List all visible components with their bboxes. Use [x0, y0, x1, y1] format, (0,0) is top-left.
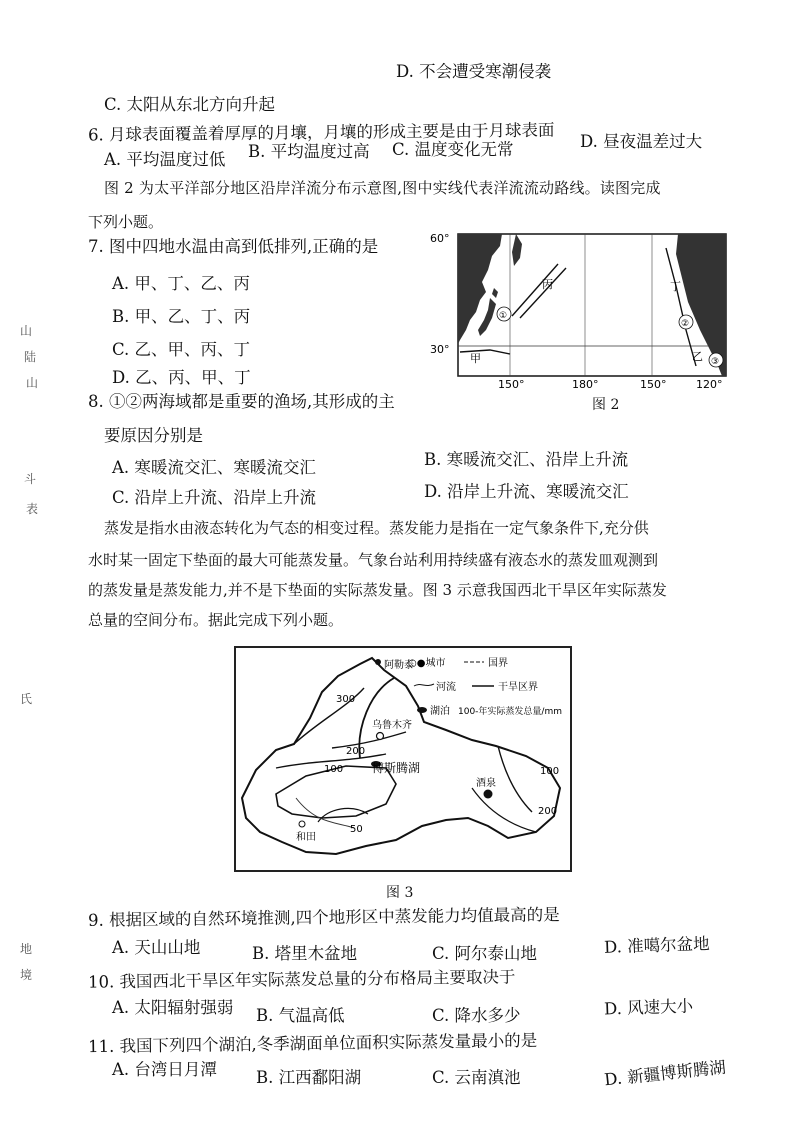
- margin-mark: 陆: [24, 350, 37, 364]
- q8-option-b: B. 寒暖流交汇、沿岸上升流: [424, 450, 629, 469]
- fig3-caption: 图 3: [386, 885, 414, 901]
- fig2-label-yi: 乙: [692, 350, 703, 363]
- fig2-intro-line1: 图 2 为太平洋部分地区沿岸洋流分布示意图,图中实线代表洋流流动路线。读图完成: [104, 179, 661, 197]
- q8-stem-line1: 8. ①②两海域都是重要的渔场,其形成的主: [88, 392, 395, 411]
- fig2-lon-150w: 150°: [640, 378, 667, 391]
- q7-stem: 7. 图中四地水温由高到低排列,正确的是: [88, 237, 379, 256]
- fig2-lat-30: 30°: [430, 343, 450, 356]
- figure-2: [430, 226, 740, 392]
- q6-option-b: B. 平均温度过高: [248, 142, 370, 161]
- margin-mark: 山: [20, 324, 33, 338]
- q7-option-d: D. 乙、丙、甲、丁: [112, 368, 251, 387]
- fig2-map: [430, 226, 740, 392]
- fig3-map: [236, 648, 570, 870]
- q6-stem: 6. 月球表面覆盖着厚厚的月壤，月壤的形成主要是由于月球表面: [87, 120, 555, 145]
- fig3-legend-isoline: 100-年实际蒸发总量/mm: [458, 707, 562, 717]
- q10-stem: 10. 我国西北干旱区年实际蒸发总量的分布格局主要取决于: [87, 967, 516, 992]
- fig3-city-altay: 阿勒泰: [384, 660, 414, 671]
- fig3-legend-border: 国界: [488, 658, 508, 669]
- fig2-caption: 图 2: [592, 397, 620, 413]
- q9-option-d: D. 准噶尔盆地: [603, 934, 710, 957]
- margin-mark: 山: [26, 376, 39, 390]
- q6-option-c: C. 温度变化无常: [392, 140, 514, 159]
- fig3-iso-200-a: 200: [346, 746, 366, 757]
- fig3-city-hotan: 和田: [296, 832, 316, 843]
- fig3-legend-city: ○●城市: [408, 658, 446, 669]
- figure-3: [234, 646, 572, 872]
- q10-option-c: C. 降水多少: [432, 1006, 521, 1025]
- q8-option-d: D. 沿岸上升流、寒暖流交汇: [424, 482, 629, 501]
- fig3-intro-line2: 水时某一固定下垫面的最大可能蒸发量。气象台站利用持续盛有液态水的蒸发皿观测到: [88, 551, 659, 569]
- q11-option-a: A. 台湾日月潭: [112, 1060, 217, 1079]
- q11-option-b: B. 江西鄱阳湖: [256, 1068, 362, 1087]
- fig2-intro-line2: 下列小题。: [88, 213, 164, 231]
- margin-mark: 氏: [20, 692, 33, 706]
- q8-option-c: C. 沿岸上升流、沿岸上升流: [112, 488, 317, 507]
- q7-option-b: B. 甲、乙、丁、丙: [112, 307, 251, 326]
- fig2-lon-180: 180°: [572, 378, 599, 391]
- q5-option-d: D. 不会遭受寒潮侵袭: [396, 62, 552, 81]
- fig3-iso-200-b: 200: [538, 806, 558, 817]
- q6-option-d: D. 昼夜温差过大: [580, 132, 703, 151]
- q10-option-b: B. 气温高低: [256, 1006, 345, 1025]
- q7-option-c: C. 乙、甲、丙、丁: [112, 340, 251, 359]
- fig3-city-urumqi: 乌鲁木齐: [372, 720, 412, 731]
- q9-option-b: B. 塔里木盆地: [252, 944, 358, 963]
- fig3-intro-line3: 的蒸发量是蒸发能力,并不是下垫面的实际蒸发量。图 3 示意我国西北干旱区年实际蒸发: [88, 581, 667, 599]
- fig3-city-jiuquan: 酒泉: [476, 778, 496, 789]
- fig2-label-1: ①: [499, 311, 508, 321]
- fig3-intro-line1: 蒸发是指水由液态转化为气态的相变过程。蒸发能力是指在一定气象条件下,充分供: [104, 519, 649, 537]
- fig3-legend-arid: 干旱区界: [498, 682, 538, 693]
- margin-mark: 境: [20, 968, 33, 982]
- q11-option-d: D. 新疆博斯腾湖: [603, 1057, 727, 1090]
- fig3-legend-river: 河流: [436, 682, 456, 693]
- fig3-lake-bosten: 博斯腾湖: [372, 761, 421, 775]
- q9-stem: 9. 根据区域的自然环境推测,四个地形区中蒸发能力均值最高的是: [87, 905, 560, 930]
- fig3-legend-lake: 湖泊: [430, 706, 450, 717]
- fig2-label-2: ②: [681, 319, 690, 329]
- q6-option-a: A. 平均温度过低: [104, 150, 226, 169]
- fig2-label-ding: 丁: [670, 280, 681, 293]
- q7-option-a: A. 甲、丁、乙、丙: [112, 274, 250, 293]
- q8-stem-line2: 要原因分别是: [104, 426, 203, 445]
- margin-mark: 表: [26, 502, 39, 516]
- fig2-label-jia: 甲: [470, 352, 481, 365]
- q10-option-d: D. 风速大小: [603, 996, 694, 1019]
- q10-option-a: A. 太阳辐射强弱: [112, 998, 234, 1017]
- q5-option-c: C. 太阳从东北方向升起: [104, 95, 276, 114]
- fig2-lon-150e: 150°: [498, 378, 525, 391]
- fig3-iso-50: 50: [350, 824, 363, 835]
- fig3-intro-line4: 总量的空间分布。据此完成下列小题。: [88, 611, 344, 629]
- margin-mark: 斗: [24, 472, 37, 486]
- fig3-iso-100-b: 100: [540, 766, 560, 777]
- fig3-iso-100-a: 100: [324, 764, 344, 775]
- fig2-label-bing: 丙: [542, 278, 553, 291]
- q11-option-c: C. 云南滇池: [432, 1068, 521, 1087]
- q9-option-c: C. 阿尔泰山地: [432, 944, 538, 963]
- fig2-lon-120: 120°: [696, 378, 723, 391]
- q8-option-a: A. 寒暖流交汇、寒暖流交汇: [112, 458, 316, 477]
- fig2-lat-60: 60°: [430, 232, 450, 245]
- q11-stem: 11. 我国下列四个湖泊,冬季湖面单位面积实际蒸发量最小的是: [87, 1030, 538, 1057]
- margin-mark: 地: [20, 942, 33, 956]
- q9-option-a: A. 天山山地: [112, 938, 201, 957]
- fig3-iso-300: 300: [336, 694, 356, 705]
- fig2-label-3: ③: [711, 357, 720, 367]
